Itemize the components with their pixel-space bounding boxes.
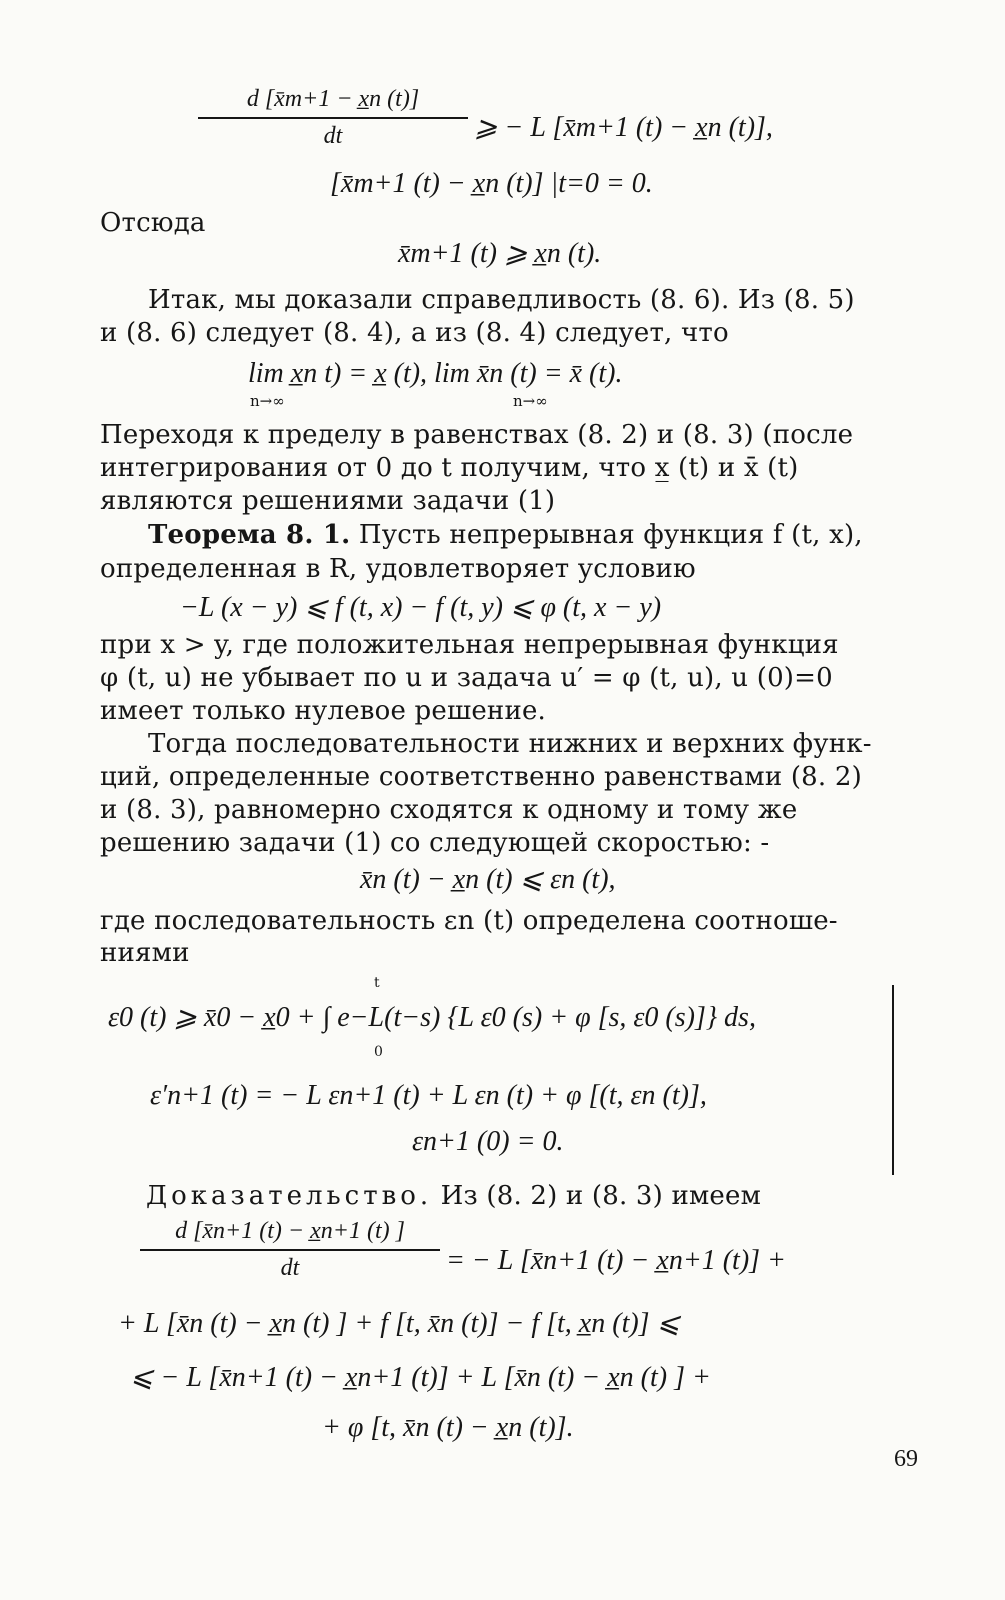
inequality-upper-lower: x̄m+1 (t) ⩾ x̲n (t).	[398, 238, 602, 269]
integral-upper-limit: t	[374, 975, 380, 991]
page-number: 69	[894, 1446, 918, 1472]
then-line-2: ций, определенные соответственно равенствами (8. 2)	[100, 762, 862, 792]
proof-line-4: + φ [t, x̄n (t) − x̲n (t)].	[322, 1412, 574, 1443]
top-fraction-denominator: dt	[323, 123, 343, 149]
limit-equation: lim x̲n t) = x̲ (t), lim x̄n (t) = x̄ (t).	[248, 358, 623, 389]
theorem-line-2: определенная в R, удовлетворяет условию	[100, 554, 696, 584]
limit-subscript-1: n→∞	[250, 392, 285, 410]
where-line-1: где последовательность εn (t) определена соотноше-	[100, 906, 838, 936]
theorem-inequality: −L (x − y) ⩽ f (t, x) − f (t, y) ⩽ φ (t, x − y)	[180, 592, 662, 623]
theorem-line-1	[148, 522, 863, 548]
proof-fraction-denominator: dt	[280, 1255, 300, 1281]
paragraph-2-line-3: являются решениями задачи (1)	[100, 486, 556, 516]
proof-line-3: ⩽ − L [x̄n+1 (t) − x̲n+1 (t)] + L [x̄n (t) − x̲n (t) ] +	[130, 1362, 711, 1393]
paragraph-1-line-2: и (8. 6) следует (8. 4), а из (8. 4) следует, что	[100, 318, 729, 348]
proof-line-1-rhs: = − L [x̄n+1 (t) − x̲n+1 (t)] +	[446, 1245, 786, 1276]
paragraph-1-line-1: Итак, мы доказали справедливость (8. 6). Из (8. 5)	[148, 285, 855, 315]
integral-lower-limit: 0	[374, 1044, 383, 1060]
paragraph-2-line-1: Переходя к пределу в равенствах (8. 2) и (8. 3) (после	[100, 420, 854, 450]
fraction-bar	[140, 1249, 440, 1251]
theorem-line-4: φ (t, u) не убывает по u и задача u′ = φ (t, u), u (0)=0	[100, 663, 833, 693]
system-equation-3: εn+1 (0) = 0.	[412, 1126, 564, 1157]
theorem-line-3: при x > y, где положительная непрерывная функция	[100, 630, 839, 660]
system-equation-1: ε0 (t) ⩾ x̄0 − x̲0 + ∫ e−L(t−s) {L ε0 (s) + φ [s, ε0 (s)]} ds,	[108, 1002, 756, 1033]
initial-condition-line: [x̄m+1 (t) − x̲n (t)] |t=0 = 0.	[330, 168, 653, 199]
top-derivative-fraction	[198, 86, 468, 150]
then-line-4: решению задачи (1) со следующей скоростью: -	[100, 828, 770, 858]
then-line-3: и (8. 3), равномерно сходятся к одному и тому же	[100, 795, 798, 825]
system-equation-2: ε′n+1 (t) = − L εn+1 (t) + L εn (t) + φ [(t, εn (t)],	[150, 1080, 707, 1111]
where-line-2: ниями	[100, 938, 190, 968]
fraction-bar	[198, 117, 468, 119]
theorem-text-1: Пусть непрерывная функция f (t, x),	[358, 520, 863, 550]
limit-subscript-2: n→∞	[513, 392, 548, 410]
proof-heading: Доказательство.	[146, 1181, 433, 1211]
proof-text: Из (8. 2) и (8. 3) имеем	[440, 1181, 762, 1211]
top-inequality-rhs: ⩾ − L [x̄m+1 (t) − x̲n (t)],	[474, 112, 773, 143]
proof-derivative-fraction	[140, 1218, 440, 1282]
top-fraction-numerator: d [x̄m+1 − x̲n (t)]	[246, 86, 420, 112]
theorem-line-5: имеет только нулевое решение.	[100, 696, 547, 726]
convergence-speed-inequality: x̄n (t) − x̲n (t) ⩽ εn (t),	[360, 864, 616, 895]
word-otsyuda: Отсюда	[100, 208, 206, 238]
proof-fraction-numerator: d [x̄n+1 (t) − x̲n+1 (t) ]	[175, 1218, 405, 1244]
system-brace	[892, 985, 894, 1175]
proof-line	[146, 1183, 761, 1209]
then-line-1: Тогда последовательности нижних и верхних функ-	[148, 729, 872, 759]
proof-line-2: + L [x̄n (t) − x̲n (t) ] + f [t, x̄n (t)] − f [t, x̲n (t)] ⩽	[118, 1308, 681, 1339]
paragraph-2-line-2: интегрирования от 0 до t получим, что x̲ (t) и x̄ (t)	[100, 453, 799, 483]
theorem-heading: Теорема 8. 1.	[148, 520, 351, 550]
